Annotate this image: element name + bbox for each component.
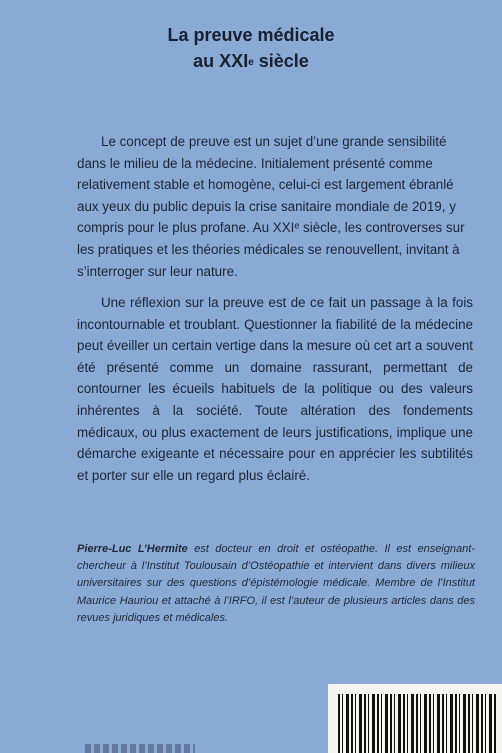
summary-paragraph-2: Une réflexion sur la preuve est de ce fait un passage à la fois incontournable et troublant. Questionner la fiabilité de la médecine peut éveiller un certain vertige dans la mesure où cet art a souvent été présenté comme un domaine rassurant, permettant de contourner les écueils habituels de la politique ou des valeurs inhérentes à la société. Toute altération des fondements médicaux, ou plus exactement de leurs justifications, implique une démarche exigeante et nécessaire pour en apprécier les subtilités et porter sur elle un regard plus éclairé.	[77, 295, 473, 483]
barcode-bars	[338, 694, 496, 753]
summary-paragraph-1: Le concept de preuve est un sujet d’une grande sensibilité dans le milieu de la médecine. Initialement présenté comme relativement stable et homogène, celui-ci est largement ébranlé aux yeux du public depuis la crise sanitaire mondiale de 2019, y compris pour le plus profane. Au XXIᵉ siècle, les controverses sur les pratiques et les théories médicales se renouvellent, invitant à s’interroger sur leur nature.	[77, 134, 465, 279]
author-name: Pierre-Luc L’Hermite	[77, 543, 188, 555]
title-line-2-start: au XXI	[193, 51, 249, 71]
author-bio-text: est docteur en droit et ostéopathe. Il est enseignant-chercheur à l’Institut Toulousain d’Ostéopathie et intervient dans divers milieux universitaires sur des questions d’épistémologie médicale. Membre de l’Institut Maurice Hauriou et attaché à l’IRFO, il est l’auteur de plusieurs articles dans des revues juridiques et médicales.	[77, 543, 475, 624]
title-line-2	[0, 48, 502, 74]
isbn-barcode	[328, 684, 502, 753]
title-superscript: e	[248, 57, 254, 68]
author-bio	[77, 541, 475, 627]
publisher-imprint-strip	[85, 744, 195, 753]
title-line-1: La preuve médicale	[167, 25, 335, 45]
title-line-2-end: siècle	[253, 51, 309, 71]
book-title	[0, 22, 502, 74]
